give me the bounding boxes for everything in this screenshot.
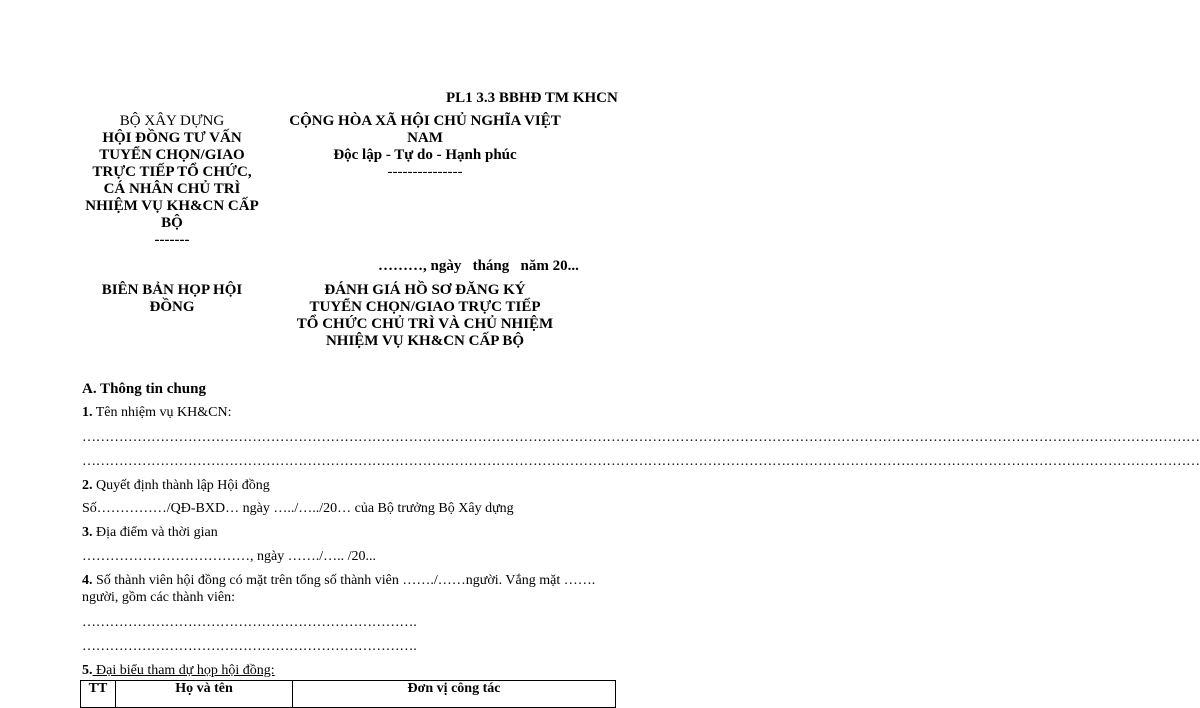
ministry-name: BỘ XÂY DỰNG	[119, 113, 225, 129]
left-header	[72, 113, 272, 249]
item-label: Quyết định thành lập Hội đồng	[92, 478, 270, 493]
council-line: CÁ NHÂN CHỦ TRÌ	[103, 181, 241, 197]
fill-in-line: ……………………………………………………………….	[82, 639, 417, 654]
document-type-line: BIÊN BẢN HỌP HỘI	[101, 282, 243, 298]
motto-underline: ---------------	[387, 164, 463, 180]
table-header-row	[81, 681, 616, 708]
council-line: TUYỂN CHỌN/GIAO	[99, 147, 245, 163]
date-line: ………, ngày tháng năm 20...	[378, 258, 579, 274]
members-line: người, gồm các thành viên:	[82, 590, 236, 605]
column-header-unit: Đơn vị công tác	[293, 681, 616, 708]
decision-detail-line: Số……………/QĐ-BXD… ngày …../…../20… của Bộ trưởng Bộ Xây dựng	[82, 501, 514, 516]
document-type-line: ĐỒNG	[149, 299, 195, 315]
item-number: 1.	[82, 405, 93, 420]
item-task-name	[82, 405, 231, 421]
document-type	[72, 282, 272, 316]
motto: Độc lập - Tự do - Hạnh phúc	[333, 147, 517, 163]
item-label: Số thành viên hội đồng có mặt trên tổng số thành viên ……./……người. Vắng mặt …….	[92, 573, 596, 588]
item-label: Tên nhiệm vụ KH&CN:	[92, 405, 232, 420]
council-line: BỘ	[161, 215, 183, 231]
document-title-line: TỔ CHỨC CHỦ TRÌ VÀ CHỦ NHIỆM	[296, 316, 554, 332]
country-name-line: CỘNG HÒA XÃ HỘI CHỦ NGHĨA VIỆT	[289, 113, 561, 129]
item-label: Đại biểu tham dự họp hội đồng:	[92, 663, 275, 678]
council-name	[72, 130, 272, 249]
document-title	[280, 282, 570, 350]
document-title-line: ĐÁNH GIÁ HỒ SƠ ĐĂNG KÝ	[324, 282, 526, 298]
country-name-line: NAM	[407, 130, 443, 146]
section-heading: A. Thông tin chung	[82, 381, 206, 397]
document-title-line: TUYỂN CHỌN/GIAO TRỰC TIẾP	[309, 299, 541, 315]
document-title-line: NHIỆM VỤ KH&CN CẤP BỘ	[325, 333, 525, 349]
council-line: HỘI ĐỒNG TƯ VẤN	[102, 130, 242, 146]
fill-in-line: ………………………………………………………………………………………………………………………………………………………………………………………………………………………	[82, 454, 1200, 469]
item-members	[82, 573, 595, 589]
item-decision	[82, 478, 270, 494]
item-number: 3.	[82, 525, 93, 540]
location-time-line: ………………………………, ngày ……./….. /20...	[82, 549, 376, 564]
item-label: Địa điểm và thời gian	[92, 525, 218, 540]
right-header	[280, 113, 570, 181]
column-header-name: Họ và tên	[116, 681, 293, 708]
item-delegates	[82, 663, 275, 679]
fill-in-line: ……………………………………………………………….	[82, 615, 417, 630]
council-line: TRỰC TIẾP TỔ CHỨC,	[92, 164, 252, 180]
fill-in-line: ………………………………………………………………………………………………………………………………………………………………………………………………………………………	[82, 430, 1200, 445]
column-header-index: TT	[81, 681, 116, 708]
delegates-table	[80, 680, 616, 708]
form-code: PL1 3.3 BBHĐ TM KHCN	[446, 90, 618, 106]
header-underline: -------	[154, 232, 190, 248]
item-number: 2.	[82, 478, 93, 493]
item-number: 5.	[82, 663, 93, 678]
item-number: 4.	[82, 573, 93, 588]
item-location-time	[82, 525, 218, 541]
council-line: NHIỆM VỤ KH&CN CẤP	[85, 198, 259, 214]
